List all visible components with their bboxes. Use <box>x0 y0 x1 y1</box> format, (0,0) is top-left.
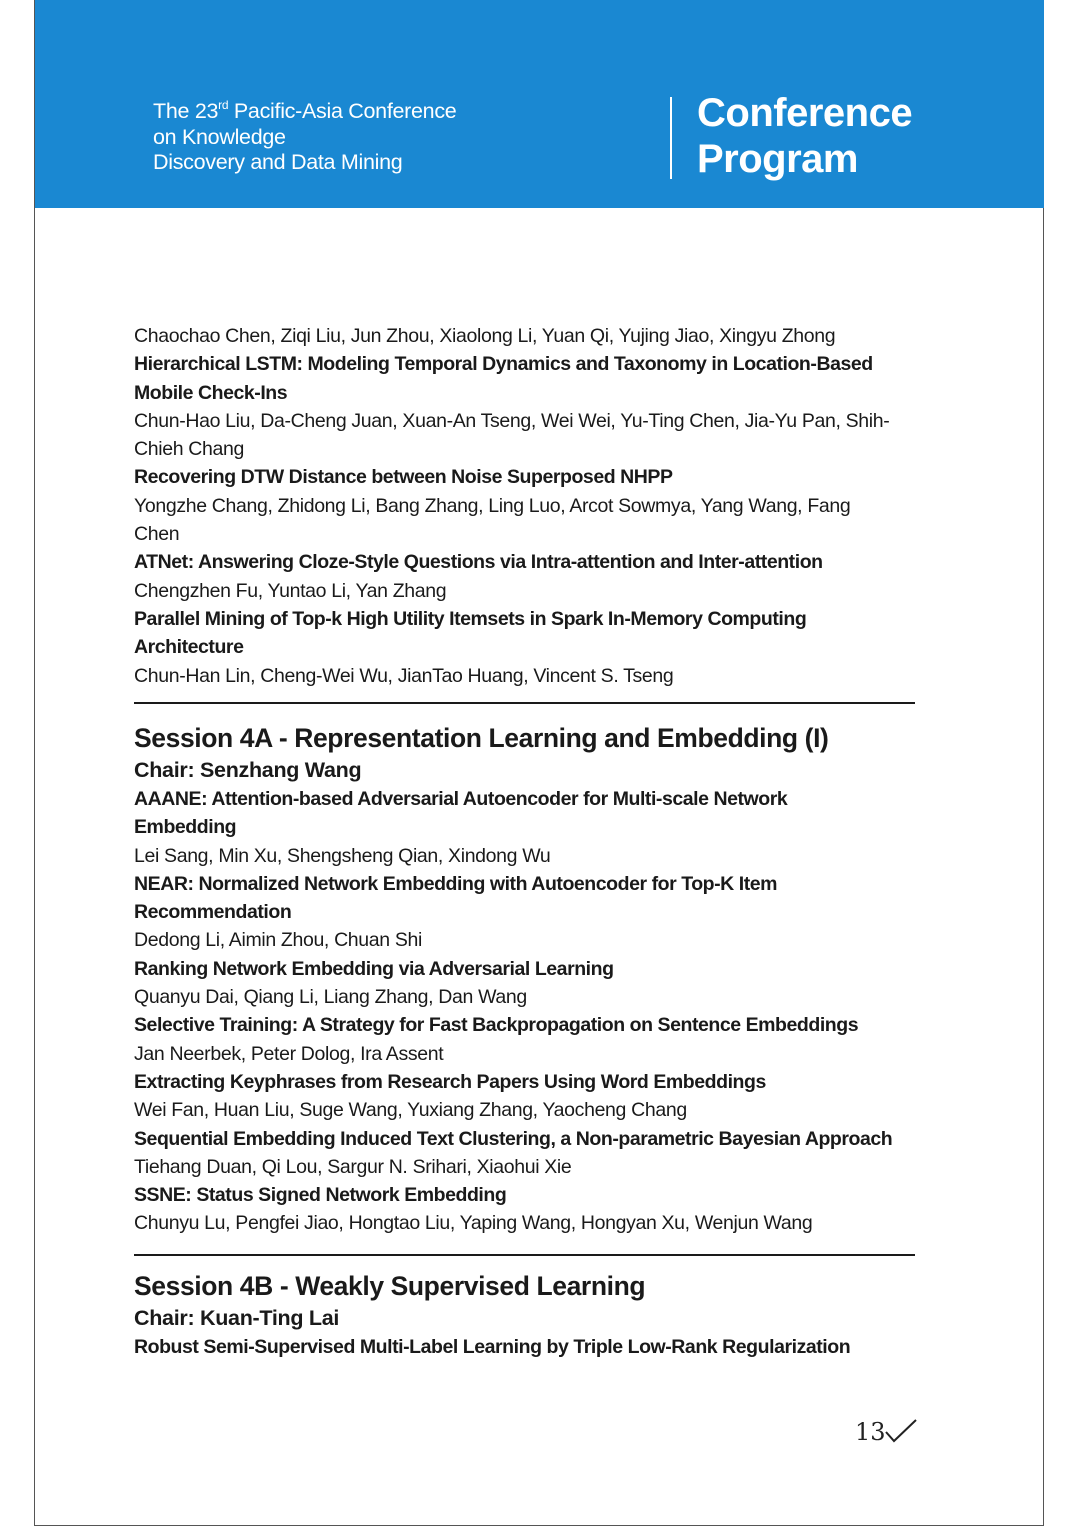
paper-title-line: Robust Semi-Supervised Multi-Label Learning by Triple Low-Rank Regularization <box>134 1336 851 1358</box>
conf-name-line1: The 23 <box>153 99 219 123</box>
paper-title-line: SSNE: Status Signed Network Embedding <box>134 1184 507 1207</box>
paper-authors-line: Chun-Hao Liu, Da-Cheng Juan, Xuan-An Tseng, Wei Wei, Yu-Ting Chen, Jia-Yu Pan, Shih- <box>134 409 890 432</box>
paper-title-line: NEAR: Normalized Network Embedding with Autoencoder for Top-K Item <box>134 872 778 895</box>
check-mark-icon <box>884 1418 918 1444</box>
paper-title-line: Recommendation <box>134 901 292 924</box>
section-divider <box>134 1254 915 1256</box>
paper-authors-line: Chaochao Chen, Ziqi Liu, Jun Zhou, Xiaolong Li, Yuan Qi, Yujing Jiao, Xingyu Zhong <box>134 325 836 347</box>
paper-authors-line: Chen <box>134 523 180 546</box>
paper-authors-line: Tiehang Duan, Qi Lou, Sargur N. Srihari, Xiaohui Xie <box>134 1155 572 1178</box>
paper-authors-line: Chieh Chang <box>134 438 244 461</box>
paper-title-line: Selective Training: A Strategy for Fast Backpropagation on Sentence Embeddings <box>134 1014 859 1037</box>
paper-authors-line: Chengzhen Fu, Yuntao Li, Yan Zhang <box>134 579 447 602</box>
paper-title-line: Embedding <box>134 816 237 839</box>
paper-title-line: Parallel Mining of Top-k High Utility Itemsets in Spark In-Memory Computing <box>134 607 807 630</box>
paper-title-line: Extracting Keyphrases from Research Papers Using Word Embeddings <box>134 1070 766 1093</box>
conf-name-line1-rest: Pacific-Asia Conference <box>228 99 457 123</box>
session-chair: Chair: Senzhang Wang <box>134 758 362 782</box>
conf-name-line2: on Knowledge <box>153 124 286 149</box>
session-title: Session 4B - Weakly Supervised Learning <box>134 1271 646 1301</box>
paper-authors-line: Dedong Li, Aimin Zhou, Chuan Shi <box>134 929 422 952</box>
paper-title-line: Mobile Check-Ins <box>134 381 288 404</box>
conference-name <box>153 99 456 176</box>
paper-authors-line: Lei Sang, Min Xu, Shengsheng Qian, Xindong Wu <box>134 844 551 867</box>
paper-authors-line: Quanyu Dai, Qiang Li, Liang Zhang, Dan Wang <box>134 986 527 1009</box>
paper-title-line: AAANE: Attention-based Adversarial Autoencoder for Multi-scale Network <box>134 788 788 810</box>
header-banner <box>35 0 1044 208</box>
paper-title-line: Sequential Embedding Induced Text Clustering, a Non-parametric Bayesian Approach <box>134 1127 893 1150</box>
paper-authors-line: Chun-Han Lin, Cheng-Wei Wu, JianTao Huang, Vincent S. Tseng <box>134 664 674 687</box>
session-title: Session 4A - Representation Learning and Embedding (I) <box>134 723 829 753</box>
paper-title-line: Recovering DTW Distance between Noise Superposed NHPP <box>134 466 673 489</box>
session-4b <box>134 1269 924 1361</box>
session-paper-list <box>134 1333 924 1361</box>
paper-title-line: Hierarchical LSTM: Modeling Temporal Dynamics and Taxonomy in Location-Based <box>134 353 873 376</box>
paper-title-line: ATNet: Answering Cloze-Style Questions via Intra-attention and Inter-attention <box>134 551 823 574</box>
paper-authors-line: Jan Neerbek, Peter Dolog, Ira Assent <box>134 1042 444 1065</box>
session-paper-list <box>134 785 924 1238</box>
program-title-line1: Conference <box>697 91 913 135</box>
intro-paper-list <box>134 322 924 690</box>
session-chair: Chair: Kuan-Ting Lai <box>134 1306 340 1330</box>
conf-name-line3: Discovery and Data Mining <box>153 150 403 174</box>
paper-authors-line: Yongzhe Chang, Zhidong Li, Bang Zhang, Ling Luo, Arcot Sowmya, Yang Wang, Fang <box>134 494 851 517</box>
paper-authors-line: Wei Fan, Huan Liu, Suge Wang, Yuxiang Zhang, Yaocheng Chang <box>134 1099 687 1122</box>
program-title <box>697 90 912 182</box>
session-4a <box>134 721 924 1238</box>
paper-title-line: Ranking Network Embedding via Adversarial Learning <box>134 957 614 980</box>
program-title-line2: Program <box>697 137 858 181</box>
paper-title-line: Architecture <box>134 636 244 659</box>
paper-authors-line: Chunyu Lu, Pengfei Jiao, Hongtao Liu, Yaping Wang, Hongyan Xu, Wenjun Wang <box>134 1212 813 1235</box>
section-divider <box>134 702 915 704</box>
conf-name-ordinal: rd <box>218 98 229 112</box>
header-divider <box>670 97 672 179</box>
page-number: 13 <box>855 1418 886 1446</box>
